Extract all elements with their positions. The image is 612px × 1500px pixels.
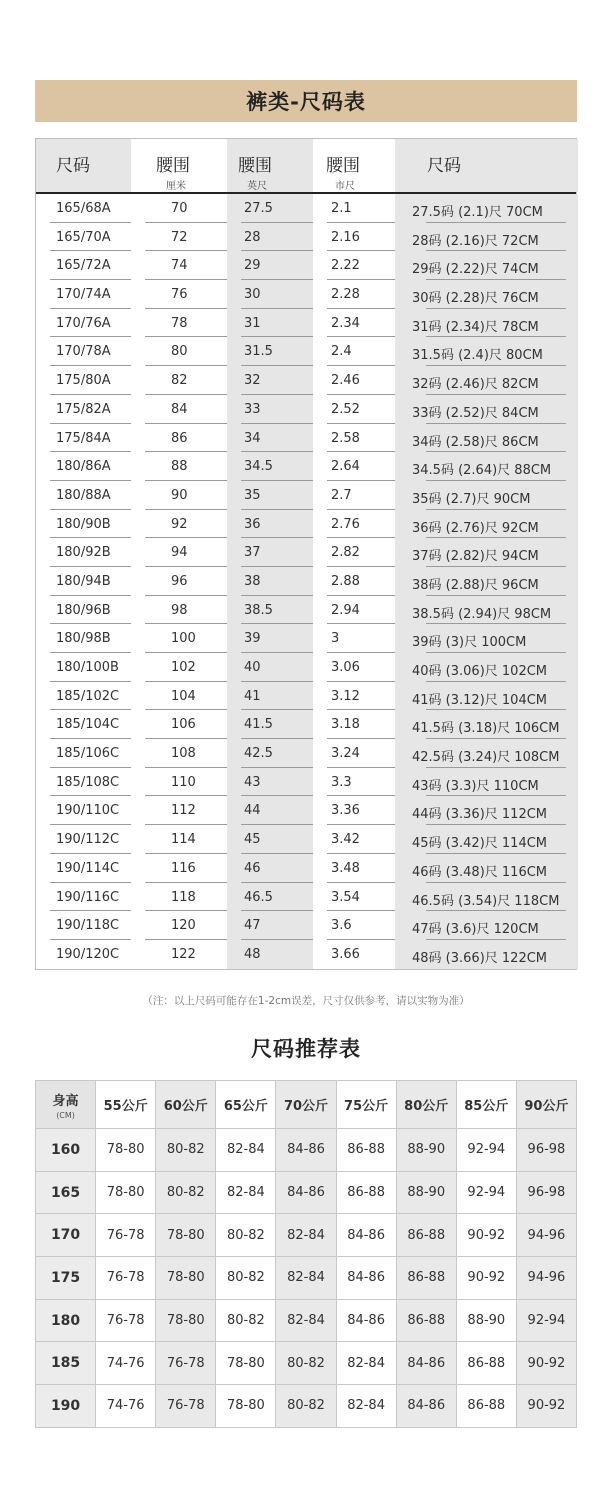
table-row (36, 1214, 577, 1257)
table-row (36, 309, 576, 338)
table-row (36, 854, 576, 883)
table-cell: 98 (171, 602, 188, 618)
table-cell: 43 (244, 774, 261, 790)
size-chart-table (35, 138, 577, 970)
size-range-cell: 76-78 (96, 1214, 156, 1257)
table-row (36, 538, 576, 567)
disclaimer-note: （注：以上尺码可能存在1-2cm误差，尺寸仅供参考，请以实物为准） (142, 995, 470, 1007)
table-cell: 31 (244, 315, 261, 331)
header-unit: 英尺 (247, 181, 267, 192)
size-range-cell: 78-80 (216, 1342, 276, 1385)
table-cell: 41.5 (244, 717, 273, 733)
table-cell: 38码 (2.88)尺 96CM (412, 577, 539, 593)
table-cell: 180/92B (56, 545, 111, 561)
table-row (36, 1171, 577, 1214)
table-cell: 2.1 (331, 201, 352, 216)
table-cell: 94 (171, 545, 188, 561)
table-cell: 2.76 (331, 516, 360, 532)
table-row (36, 251, 576, 280)
size-range-cell: 82-84 (336, 1342, 396, 1385)
table-cell: 165/72A (56, 258, 111, 274)
table-cell: 45 (244, 832, 261, 848)
page-title: 裤类-尺码表 (246, 90, 366, 114)
table-row (36, 280, 576, 309)
table-cell: 38.5码 (2.94)尺 98CM (412, 606, 552, 622)
recommend-body (36, 1129, 577, 1428)
size-range-cell: 86-88 (336, 1129, 396, 1172)
table-cell: 114 (171, 832, 196, 848)
header-full-size-col (395, 139, 578, 192)
size-range-cell: 88-90 (456, 1299, 516, 1342)
header-waist-cm-col (131, 139, 227, 192)
recommend-header-row (36, 1081, 577, 1129)
table-cell: 90 (171, 487, 188, 503)
corner-height-header (36, 1081, 96, 1129)
table-cell: 33 (244, 401, 261, 417)
table-row (36, 596, 576, 625)
size-range-cell: 80-82 (276, 1342, 336, 1385)
table-row (36, 1257, 577, 1300)
table-cell: 44码 (3.36)尺 112CM (412, 807, 548, 823)
size-range-cell: 86-88 (396, 1214, 456, 1257)
table-cell: 175/84A (56, 430, 111, 446)
header-unit: 市尺 (335, 181, 355, 192)
table-cell: 31码 (2.34)尺 78CM (412, 319, 539, 335)
size-range-cell: 84-86 (336, 1214, 396, 1257)
size-range-cell: 84-86 (276, 1129, 336, 1172)
size-range-cell: 78-80 (216, 1385, 276, 1428)
table-row (36, 825, 576, 854)
header-label: 腰围 (156, 156, 190, 176)
table-cell: 72 (171, 229, 188, 245)
table-cell: 27.5 (244, 201, 273, 216)
corner-unit: (CM) (56, 1110, 75, 1120)
table-cell: 116 (171, 860, 196, 876)
table-cell: 3.18 (331, 717, 360, 733)
table-row (36, 223, 576, 252)
height-cell: 185 (36, 1342, 96, 1385)
table-cell: 2.64 (331, 459, 360, 475)
table-cell: 33码 (2.52)尺 84CM (412, 405, 539, 421)
size-range-cell: 92-94 (516, 1299, 576, 1342)
table-cell: 190/112C (56, 832, 120, 848)
table-cell: 110 (171, 774, 196, 790)
table-cell: 41.5码 (3.18)尺 106CM (412, 721, 560, 737)
table-cell: 2.88 (331, 573, 360, 589)
table-cell: 35码 (2.7)尺 90CM (412, 491, 531, 507)
size-range-cell: 80-82 (216, 1257, 276, 1300)
table-cell: 46 (244, 860, 261, 876)
table-cell: 28 (244, 229, 261, 245)
table-cell: 34码 (2.58)尺 86CM (412, 434, 539, 450)
table-cell: 2.22 (331, 258, 360, 274)
table-cell: 112 (171, 803, 196, 819)
table-cell: 47 (244, 918, 261, 934)
table-cell: 45码 (3.42)尺 114CM (412, 836, 548, 852)
table-cell: 32码 (2.46)尺 82CM (412, 377, 539, 393)
table-cell: 40 (244, 660, 261, 675)
table-row (36, 1342, 577, 1385)
table-cell: 3.12 (331, 688, 360, 704)
table-cell: 180/88A (56, 487, 111, 503)
table-row (36, 796, 576, 825)
size-range-cell: 80-82 (156, 1171, 216, 1214)
table-cell: 30 (244, 287, 261, 303)
table-cell: 88 (171, 459, 188, 475)
table-cell: 80 (171, 344, 188, 360)
size-range-cell: 80-82 (156, 1129, 216, 1172)
size-range-cell: 78-80 (96, 1129, 156, 1172)
table-cell: 175/80A (56, 373, 111, 389)
size-range-cell: 92-94 (456, 1171, 516, 1214)
weight-header: 85公斤 (456, 1081, 516, 1129)
size-range-cell: 76-78 (156, 1342, 216, 1385)
table-cell: 3.06 (331, 660, 360, 675)
corner-label: 身高 (52, 1093, 79, 1109)
table-cell: 38 (244, 573, 261, 589)
table-cell: 34.5码 (2.64)尺 88CM (412, 463, 552, 479)
size-range-cell: 80-82 (216, 1214, 276, 1257)
size-range-cell: 90-92 (456, 1214, 516, 1257)
size-range-cell: 80-82 (276, 1385, 336, 1428)
table-cell: 29 (244, 258, 261, 274)
header-waist-chi-col (313, 139, 395, 192)
table-cell: 180/96B (56, 602, 111, 618)
size-range-cell: 86-88 (336, 1171, 396, 1214)
table-cell: 39码 (3)尺 100CM (412, 635, 527, 651)
table-cell: 44 (244, 803, 261, 819)
table-cell: 102 (171, 660, 196, 675)
table-cell: 84 (171, 401, 188, 417)
height-cell: 165 (36, 1171, 96, 1214)
table-row (36, 624, 576, 653)
size-range-cell: 82-84 (216, 1129, 276, 1172)
recommend-title: 尺码推荐表 (251, 1037, 361, 1061)
table-cell: 3.36 (331, 803, 360, 819)
table-cell: 170/76A (56, 315, 111, 331)
table-cell: 31.5 (244, 344, 273, 360)
table-cell: 180/90B (56, 516, 111, 532)
header-label: 尺码 (427, 156, 461, 176)
table-cell: 47码 (3.6)尺 120CM (412, 922, 539, 938)
size-range-cell: 78-80 (156, 1214, 216, 1257)
height-cell: 175 (36, 1257, 96, 1300)
table-cell: 96 (171, 573, 188, 589)
size-range-cell: 86-88 (456, 1385, 516, 1428)
table-cell: 180/98B (56, 631, 111, 647)
size-range-cell: 84-86 (336, 1299, 396, 1342)
table-cell: 106 (171, 717, 196, 733)
size-range-cell: 86-88 (396, 1299, 456, 1342)
table-cell: 2.28 (331, 287, 360, 303)
table-row (36, 510, 576, 539)
table-row (36, 481, 576, 510)
table-cell: 35 (244, 487, 261, 503)
table-cell: 190/110C (56, 803, 120, 819)
table-row (36, 567, 576, 596)
size-chart-body (36, 194, 576, 969)
table-cell: 34 (244, 430, 261, 446)
table-cell: 41 (244, 688, 261, 704)
table-cell: 36 (244, 516, 261, 532)
table-cell: 86 (171, 430, 188, 446)
size-range-cell: 82-84 (276, 1214, 336, 1257)
height-cell: 180 (36, 1299, 96, 1342)
header-label: 腰围 (238, 156, 272, 176)
size-range-cell: 74-76 (96, 1342, 156, 1385)
table-cell: 3.42 (331, 832, 360, 848)
table-row (36, 710, 576, 739)
table-cell: 180/86A (56, 459, 111, 475)
table-cell: 28码 (2.16)尺 72CM (412, 233, 539, 249)
table-cell: 2.52 (331, 401, 360, 417)
table-cell: 122 (171, 946, 196, 962)
table-row (36, 682, 576, 711)
table-cell: 108 (171, 746, 196, 762)
size-recommend-table (35, 1080, 577, 1428)
table-row (36, 883, 576, 912)
table-cell: 32 (244, 373, 261, 389)
table-cell: 3.24 (331, 746, 360, 762)
table-cell: 190/116C (56, 889, 120, 905)
size-range-cell: 74-76 (96, 1385, 156, 1428)
header-unit: 厘米 (166, 181, 186, 192)
table-cell: 2.94 (331, 602, 360, 618)
table-cell: 78 (171, 315, 188, 331)
table-cell: 36码 (2.76)尺 92CM (412, 520, 539, 536)
table-row (36, 1129, 577, 1172)
table-cell: 3.48 (331, 860, 360, 876)
table-cell: 37 (244, 545, 261, 561)
table-cell: 185/104C (56, 717, 120, 733)
table-row (36, 739, 576, 768)
table-row (36, 1299, 577, 1342)
table-cell: 185/108C (56, 774, 120, 790)
size-range-cell: 82-84 (276, 1257, 336, 1300)
table-cell: 2.58 (331, 430, 360, 446)
size-range-cell: 82-84 (216, 1171, 276, 1214)
table-cell: 180/94B (56, 573, 111, 589)
size-range-cell: 76-78 (96, 1257, 156, 1300)
table-cell: 76 (171, 287, 188, 303)
table-row (36, 940, 576, 969)
table-row (36, 337, 576, 366)
size-range-cell: 82-84 (336, 1385, 396, 1428)
table-cell: 74 (171, 258, 188, 274)
size-range-cell: 78-80 (96, 1171, 156, 1214)
header-label: 腰围 (326, 156, 360, 176)
table-cell: 43码 (3.3)尺 110CM (412, 778, 539, 794)
table-cell: 2.7 (331, 487, 352, 503)
header-size-col (36, 139, 131, 192)
table-row (36, 395, 576, 424)
table-cell: 31.5码 (2.4)尺 80CM (412, 348, 543, 364)
table-cell: 190/120C (56, 946, 120, 962)
table-cell: 3.54 (331, 889, 360, 905)
size-chart-header (36, 139, 576, 194)
table-row (36, 653, 576, 682)
title-banner (35, 80, 577, 122)
table-row (36, 452, 576, 481)
size-range-cell: 84-86 (276, 1171, 336, 1214)
size-range-cell: 94-96 (516, 1214, 576, 1257)
table-row (36, 768, 576, 797)
height-cell: 160 (36, 1129, 96, 1172)
table-cell: 3.6 (331, 918, 352, 934)
table-cell: 190/114C (56, 860, 120, 876)
weight-header: 70公斤 (276, 1081, 336, 1129)
weight-header: 60公斤 (156, 1081, 216, 1129)
table-cell: 165/68A (56, 201, 111, 216)
size-range-cell: 88-90 (396, 1129, 456, 1172)
size-range-cell: 82-84 (276, 1299, 336, 1342)
height-cell: 190 (36, 1385, 96, 1428)
size-range-cell: 78-80 (156, 1299, 216, 1342)
table-cell: 3.66 (331, 946, 360, 962)
size-range-cell: 84-86 (396, 1385, 456, 1428)
table-cell: 39 (244, 631, 261, 647)
header-waist-feet-col (227, 139, 313, 192)
table-cell: 2.46 (331, 373, 360, 389)
table-cell: 34.5 (244, 459, 273, 475)
table-cell: 3 (331, 631, 340, 647)
weight-header: 75公斤 (336, 1081, 396, 1129)
table-cell: 120 (171, 918, 196, 934)
table-cell: 48码 (3.66)尺 122CM (412, 950, 548, 966)
size-range-cell: 92-94 (456, 1129, 516, 1172)
table-cell: 42.5 (244, 746, 273, 762)
size-range-cell: 80-82 (216, 1299, 276, 1342)
weight-header: 90公斤 (516, 1081, 576, 1129)
table-cell: 190/118C (56, 918, 120, 934)
table-cell: 2.16 (331, 229, 360, 245)
table-cell: 38.5 (244, 602, 273, 618)
table-row (36, 424, 576, 453)
table-cell: 175/82A (56, 401, 111, 417)
table-cell: 185/102C (56, 688, 120, 704)
size-range-cell: 76-78 (96, 1299, 156, 1342)
table-cell: 40码 (3.06)尺 102CM (412, 664, 548, 679)
table-cell: 165/70A (56, 229, 111, 245)
table-cell: 27.5码 (2.1)尺 70CM (412, 205, 543, 220)
table-row (36, 1385, 577, 1428)
table-cell: 46.5码 (3.54)尺 118CM (412, 893, 560, 909)
header-label: 尺码 (56, 156, 90, 176)
size-range-cell: 86-88 (396, 1257, 456, 1300)
size-range-cell: 84-86 (396, 1342, 456, 1385)
table-cell: 48 (244, 946, 261, 962)
table-cell: 42.5码 (3.24)尺 108CM (412, 750, 560, 766)
size-range-cell: 76-78 (156, 1385, 216, 1428)
size-range-cell: 94-96 (516, 1257, 576, 1300)
weight-header: 55公斤 (96, 1081, 156, 1129)
table-cell: 180/100B (56, 660, 119, 675)
size-range-cell: 90-92 (516, 1342, 576, 1385)
table-cell: 46.5 (244, 889, 273, 905)
size-range-cell: 96-98 (516, 1129, 576, 1172)
size-range-cell: 90-92 (516, 1385, 576, 1428)
table-cell: 100 (171, 631, 196, 647)
table-row (36, 366, 576, 395)
table-cell: 82 (171, 373, 188, 389)
table-cell: 30码 (2.28)尺 76CM (412, 291, 539, 307)
table-row (36, 911, 576, 940)
table-cell: 2.34 (331, 315, 360, 331)
table-cell: 92 (171, 516, 188, 532)
weight-header: 80公斤 (396, 1081, 456, 1129)
table-cell: 170/78A (56, 344, 111, 360)
height-cell: 170 (36, 1214, 96, 1257)
table-cell: 2.82 (331, 545, 360, 561)
table-cell: 29码 (2.22)尺 74CM (412, 262, 539, 278)
table-cell: 104 (171, 688, 196, 704)
size-range-cell: 96-98 (516, 1171, 576, 1214)
size-range-cell: 90-92 (456, 1257, 516, 1300)
size-range-cell: 84-86 (336, 1257, 396, 1300)
table-cell: 41码 (3.12)尺 104CM (412, 692, 548, 708)
table-cell: 70 (171, 201, 188, 216)
table-cell: 185/106C (56, 746, 120, 762)
size-range-cell: 78-80 (156, 1257, 216, 1300)
table-cell: 37码 (2.82)尺 94CM (412, 549, 539, 565)
table-cell: 46码 (3.48)尺 116CM (412, 864, 548, 880)
size-range-cell: 86-88 (456, 1342, 516, 1385)
table-cell: 2.4 (331, 344, 352, 360)
size-range-cell: 88-90 (396, 1171, 456, 1214)
table-row (36, 194, 576, 223)
table-cell: 170/74A (56, 287, 111, 303)
table-cell: 118 (171, 889, 196, 905)
table-cell: 3.3 (331, 774, 352, 790)
weight-header: 65公斤 (216, 1081, 276, 1129)
